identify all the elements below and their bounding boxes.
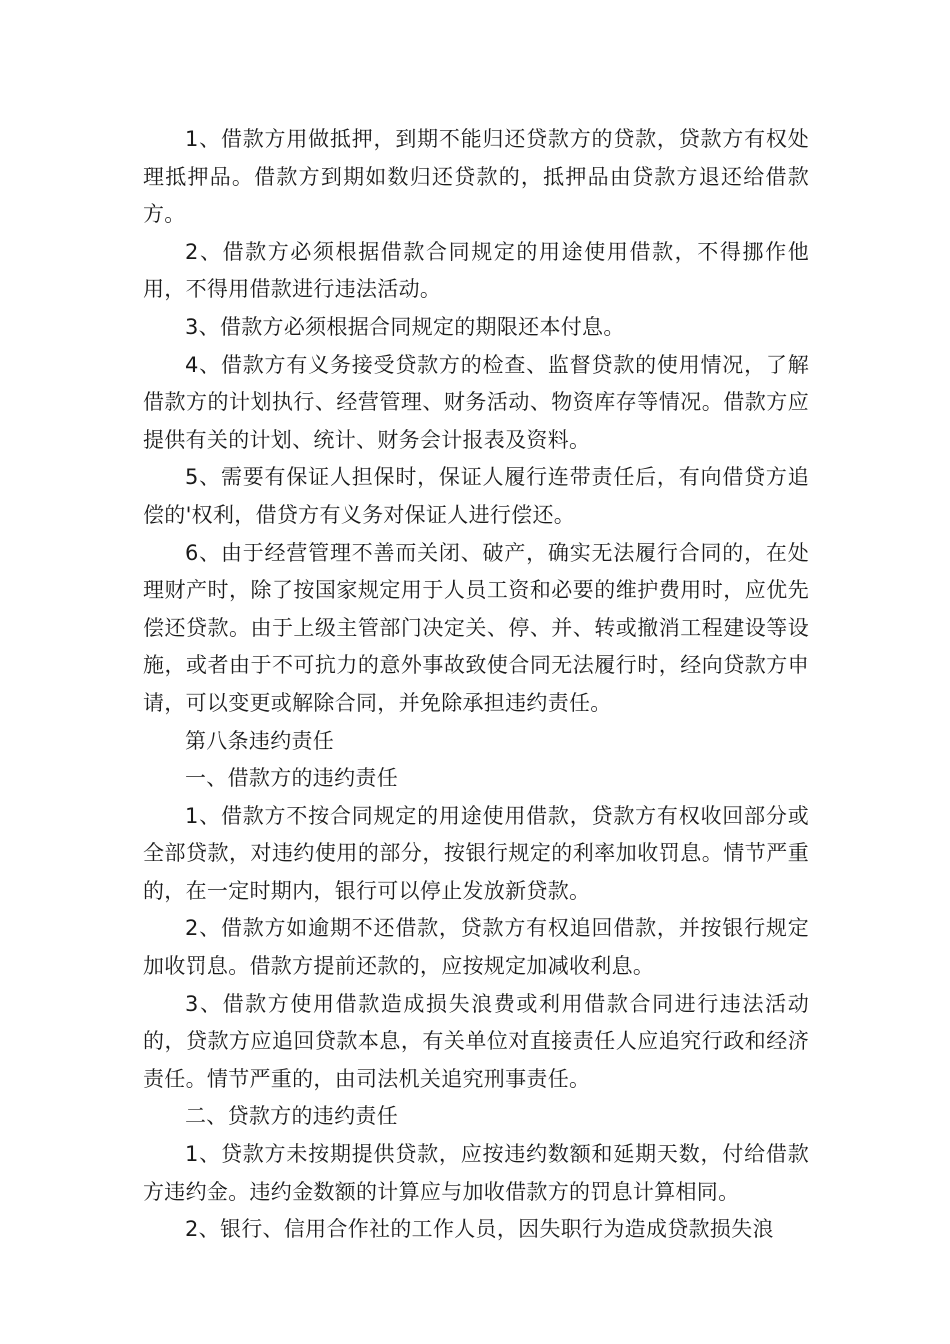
subsection-heading-lender: 二、贷款方的违约责任	[185, 1104, 398, 1129]
paragraph-clause-5: 5、需要有保证人担保时，保证人履行连带责任后，有向借贷方追偿的'权利，借贷方有义务对保证人进行偿还。	[143, 465, 809, 527]
document-body	[143, 121, 809, 1249]
paragraph-lender-2: 2、银行、信用合作社的工作人员，因失职行为造成贷款损失浪	[185, 1217, 774, 1242]
paragraph-borrower-2: 2、借款方如逾期不还借款，贷款方有权追回借款，并按银行规定加收罚息。借款方提前还款的，应按规定加减收利息。	[143, 916, 809, 979]
paragraph-borrower-1: 1、借款方不按合同规定的用途使用借款，贷款方有权收回部分或全部贷款，对违约使用的部分，按银行规定的利率加收罚息。情节严重的，在一定时期内，银行可以停止发放新贷款。	[143, 803, 809, 903]
paragraph-clause-4: 4、借款方有义务接受贷款方的检查、监督贷款的使用情况，了解借款方的计划执行、经营管理、财务活动、物资库存等情况。借款方应提供有关的计划、统计、财务会计报表及资料。	[143, 352, 809, 452]
subsection-heading-borrower: 一、借款方的违约责任	[185, 766, 398, 791]
paragraph-clause-6: 6、由于经营管理不善而关闭、破产，确实无法履行合同的，在处理财产时，除了按国家规定用于人员工资和必要的维护费用时，应优先偿还贷款。由于上级主管部门决定关、停、并、转或撤消工程建设等设施，或者由于不可抗力的意外事故致使合同无法履行时，经向贷款方申请，可以变更或解除合同，并免除承担违约责任。	[143, 540, 809, 715]
paragraph-clause-3: 3、借款方必须根据合同规定的期限还本付息。	[185, 314, 625, 339]
paragraph-clause-1: 1、借款方用做抵押，到期不能归还贷款方的贷款，贷款方有权处理抵押品。借款方到期如数归还贷款的，抵押品由贷款方退还给借款方。	[143, 127, 809, 227]
paragraph-clause-2: 2、借款方必须根据借款合同规定的用途使用借款，不得挪作他用，不得用借款进行违法活动。	[143, 239, 809, 302]
paragraph-borrower-3: 3、借款方使用借款造成损失浪费或利用借款合同进行违法活动的，贷款方应追回贷款本息，有关单位对直接责任人应追究行政和经济责任。情节严重的，由司法机关追究刑事责任。	[143, 991, 809, 1091]
section-heading-article-8: 第八条违约责任	[185, 728, 335, 753]
paragraph-lender-1: 1、贷款方未按期提供贷款，应按违约数额和延期天数，付给借款方违约金。违约金数额的计算应与加收借款方的罚息计算相同。	[143, 1142, 809, 1204]
